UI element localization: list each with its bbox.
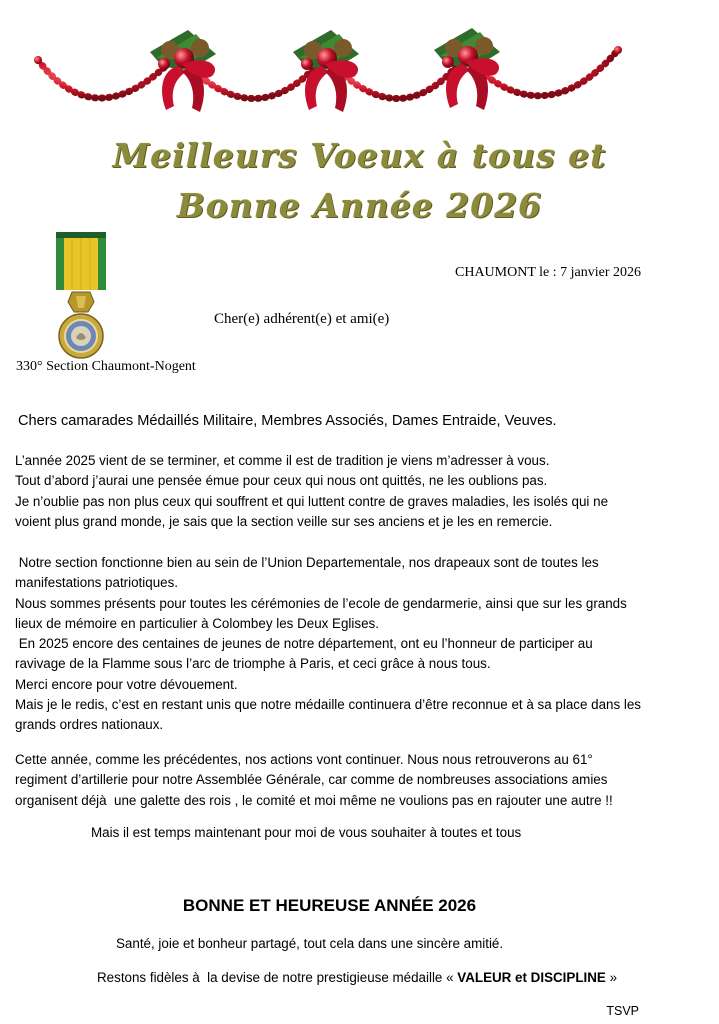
big-wish-heading: BONNE ET HEUREUSE ANNÉE 2026 (182, 896, 477, 915)
section-name: 330° Section Chaumont-Nogent (16, 359, 196, 374)
paragraph-line: Notre section fonctionne bien au sein de l’Union Departementale, nos drapeaux sont de toutes les (15, 555, 599, 570)
wish-intro: Mais il est temps maintenant pour moi de vous souhaiter à toutes et tous (91, 825, 522, 840)
motto-suffix: » (605, 970, 618, 985)
salutation: Cher(e) adhérent(e) et ami(e) (214, 311, 390, 327)
title-line-2: Bonne Année 2026 (176, 186, 543, 225)
military-medal-icon (50, 232, 112, 362)
title-line-1: Meilleurs Voeux à tous et (112, 136, 607, 175)
paragraph-line: En 2025 encore des centaines de jeunes de notre département, ont eu l’honneur de participer au (15, 636, 593, 652)
paragraph-line: Tout d’abord j’aurai une pensée émue pour ceux qui nous ont quittés, ne les oublions pas. (15, 473, 548, 489)
christmas-garland (0, 0, 719, 150)
holly-bunch (293, 30, 359, 112)
addressees: Chers camarades Médaillés Militaire, Membres Associés, Dames Entraide, Veuves. (18, 413, 557, 429)
paragraph-line: regiment d’artillerie pour notre Assemblée Générale, car comme de nombreuses associations amies (15, 772, 608, 788)
letter-date: CHAUMONT le : 7 janvier 2026 (455, 265, 641, 280)
paragraph-line: Cette année, comme les précédentes, nos actions vont continuer. Nous nous retrouverons au 61° (15, 752, 593, 767)
paragraph-line: voient plus grand monde, je sais que la section veille sur ses anciens et je les en remercie. (15, 513, 553, 529)
paragraph-3 (15, 750, 655, 811)
paragraph-line: manifestations patriotiques. (15, 575, 179, 591)
paragraph-1 (15, 451, 655, 532)
paragraph-line: grands ordres nationaux. (15, 717, 164, 733)
bead-strand (38, 60, 170, 98)
paragraph-line: ravivage de la Flamme sous l’arc de triomphe à Paris, et ceci grâce à nous tous. (15, 656, 491, 672)
health-wish: Santé, joie et bonheur partagé, tout cela dans une sincère amitié. (116, 936, 504, 951)
paragraph-2 (15, 553, 655, 736)
motto-prefix: Restons fidèles à la devise de notre prestigieuse médaille « (97, 970, 458, 985)
paragraph-line: organisent déjà une galette des rois , le comité et moi même ne voulions pas en rajouter une autre !! (15, 792, 613, 808)
holly-bunch (434, 28, 500, 110)
paragraph-line: L’année 2025 vient de se terminer, et comme il est de tradition je viens m’adresser à vous. (15, 453, 550, 468)
tsvp-note: TSVP (606, 1004, 639, 1018)
paragraph-line: Mais je le redis, c’est en restant unis que notre médaille continuera d’être reconnue et à sa place dans les (15, 697, 641, 713)
motto-emphasis: VALEUR et DISCIPLINE (457, 970, 606, 985)
paragraph-line: Je n’oublie pas non plus ceux qui souffrent et qui luttent contre de graves maladies, les isolés qui ne (15, 493, 609, 509)
motto-line (97, 970, 617, 985)
paragraph-line: lieux de mémoire en particulier à Colombey les Deux Eglises. (15, 615, 379, 631)
paragraph-line: Nous sommes présents pour toutes les cérémonies de l’ecole de gendarmerie, ainsi que sur les grands (15, 595, 627, 611)
paragraph-line: Merci encore pour votre dévouement. (15, 676, 238, 692)
